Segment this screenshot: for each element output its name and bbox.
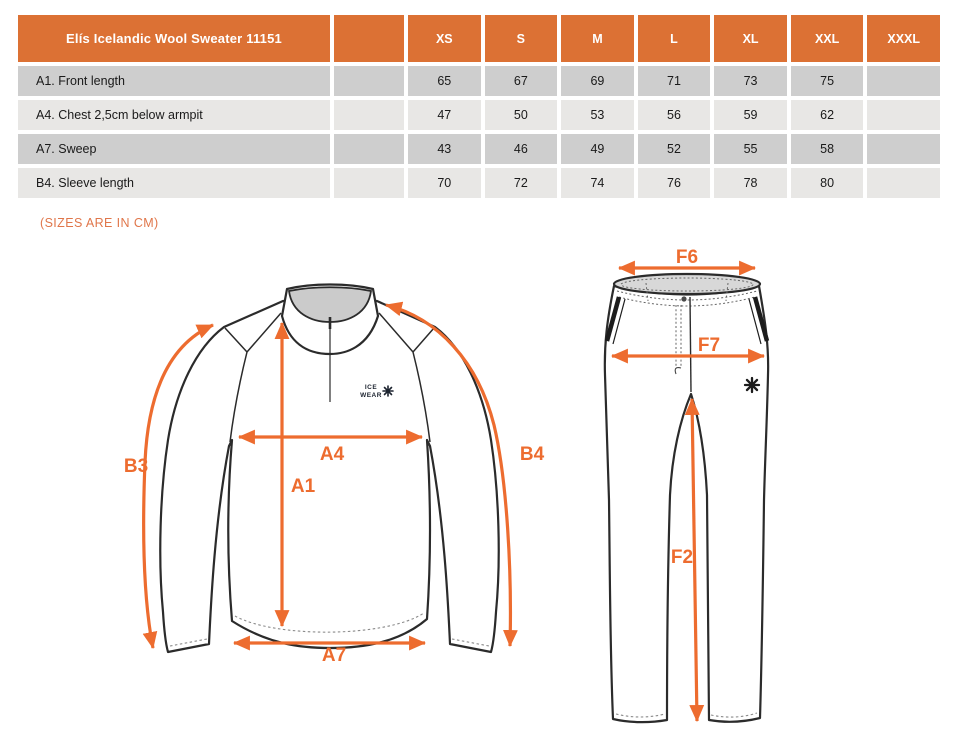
row-label-sleeve-length: B4. Sleeve length bbox=[18, 168, 330, 198]
cell-value: 52 bbox=[638, 134, 711, 164]
size-col-header-m: M bbox=[561, 15, 634, 62]
cell-value: 65 bbox=[408, 66, 481, 96]
cell-value: 47 bbox=[408, 100, 481, 130]
cell-value bbox=[867, 100, 940, 130]
cell-value: 56 bbox=[638, 100, 711, 130]
pants-waist-opening bbox=[614, 274, 760, 294]
size-col-header-xl: XL bbox=[714, 15, 787, 62]
snowflake-icon bbox=[383, 386, 393, 396]
measure-label-b4: B4 bbox=[519, 444, 545, 465]
spacer-cell bbox=[334, 100, 404, 130]
icewear-logo bbox=[360, 384, 393, 399]
size-col-header-s: S bbox=[485, 15, 558, 62]
cell-value bbox=[867, 168, 940, 198]
size-col-header-xs: XS bbox=[408, 15, 481, 62]
cell-value bbox=[867, 134, 940, 164]
cell-value: 49 bbox=[561, 134, 634, 164]
cell-value: 69 bbox=[561, 66, 634, 96]
sweater-diagram bbox=[124, 285, 545, 667]
logo-text-wear: WEAR bbox=[360, 392, 382, 399]
cell-value: 58 bbox=[791, 134, 864, 164]
spacer-cell bbox=[334, 66, 404, 96]
pants-body-outline bbox=[605, 286, 768, 722]
pants-front-seam bbox=[690, 297, 691, 392]
header-spacer-cell bbox=[334, 15, 404, 62]
measure-label-a7: A7 bbox=[321, 645, 347, 666]
logo-text-ice: ICE bbox=[364, 384, 378, 391]
measure-label-f2: F2 bbox=[670, 547, 694, 568]
cell-value: 80 bbox=[791, 168, 864, 198]
spacer-cell bbox=[334, 134, 404, 164]
cell-value: 72 bbox=[485, 168, 558, 198]
size-col-header-l: L bbox=[638, 15, 711, 62]
cell-value: 70 bbox=[408, 168, 481, 198]
measure-label-f7: F7 bbox=[697, 335, 721, 356]
pants-snowflake-icon bbox=[745, 378, 759, 392]
row-label-chest: A4. Chest 2,5cm below armpit bbox=[18, 100, 330, 130]
measure-label-f6: F6 bbox=[675, 247, 699, 268]
size-col-header-xxl: XXL bbox=[791, 15, 864, 62]
pants-button bbox=[681, 296, 686, 301]
cell-value: 62 bbox=[791, 100, 864, 130]
product-title: Elís Icelandic Wool Sweater 11151 bbox=[18, 15, 330, 62]
measure-label-a1: A1 bbox=[290, 476, 316, 497]
cell-value: 78 bbox=[714, 168, 787, 198]
cell-value: 76 bbox=[638, 168, 711, 198]
spacer-cell bbox=[334, 168, 404, 198]
measure-label-b3: B3 bbox=[123, 456, 149, 477]
units-note: (SIZES ARE IN CM) bbox=[40, 216, 159, 230]
cell-value: 71 bbox=[638, 66, 711, 96]
cell-value: 43 bbox=[408, 134, 481, 164]
row-label-front-length: A1. Front length bbox=[18, 66, 330, 96]
cell-value: 50 bbox=[485, 100, 558, 130]
size-table bbox=[18, 15, 940, 198]
cell-value: 55 bbox=[714, 134, 787, 164]
measure-label-a4: A4 bbox=[319, 444, 345, 465]
cell-value: 73 bbox=[714, 66, 787, 96]
cell-value: 75 bbox=[791, 66, 864, 96]
cell-value: 53 bbox=[561, 100, 634, 130]
cell-value bbox=[867, 66, 940, 96]
cell-value: 59 bbox=[714, 100, 787, 130]
cell-value: 46 bbox=[485, 134, 558, 164]
row-label-sweep: A7. Sweep bbox=[18, 134, 330, 164]
cell-value: 67 bbox=[485, 66, 558, 96]
size-col-header-xxxl: XXXL bbox=[867, 15, 940, 62]
cell-value: 74 bbox=[561, 168, 634, 198]
pants-diagram bbox=[605, 247, 768, 722]
